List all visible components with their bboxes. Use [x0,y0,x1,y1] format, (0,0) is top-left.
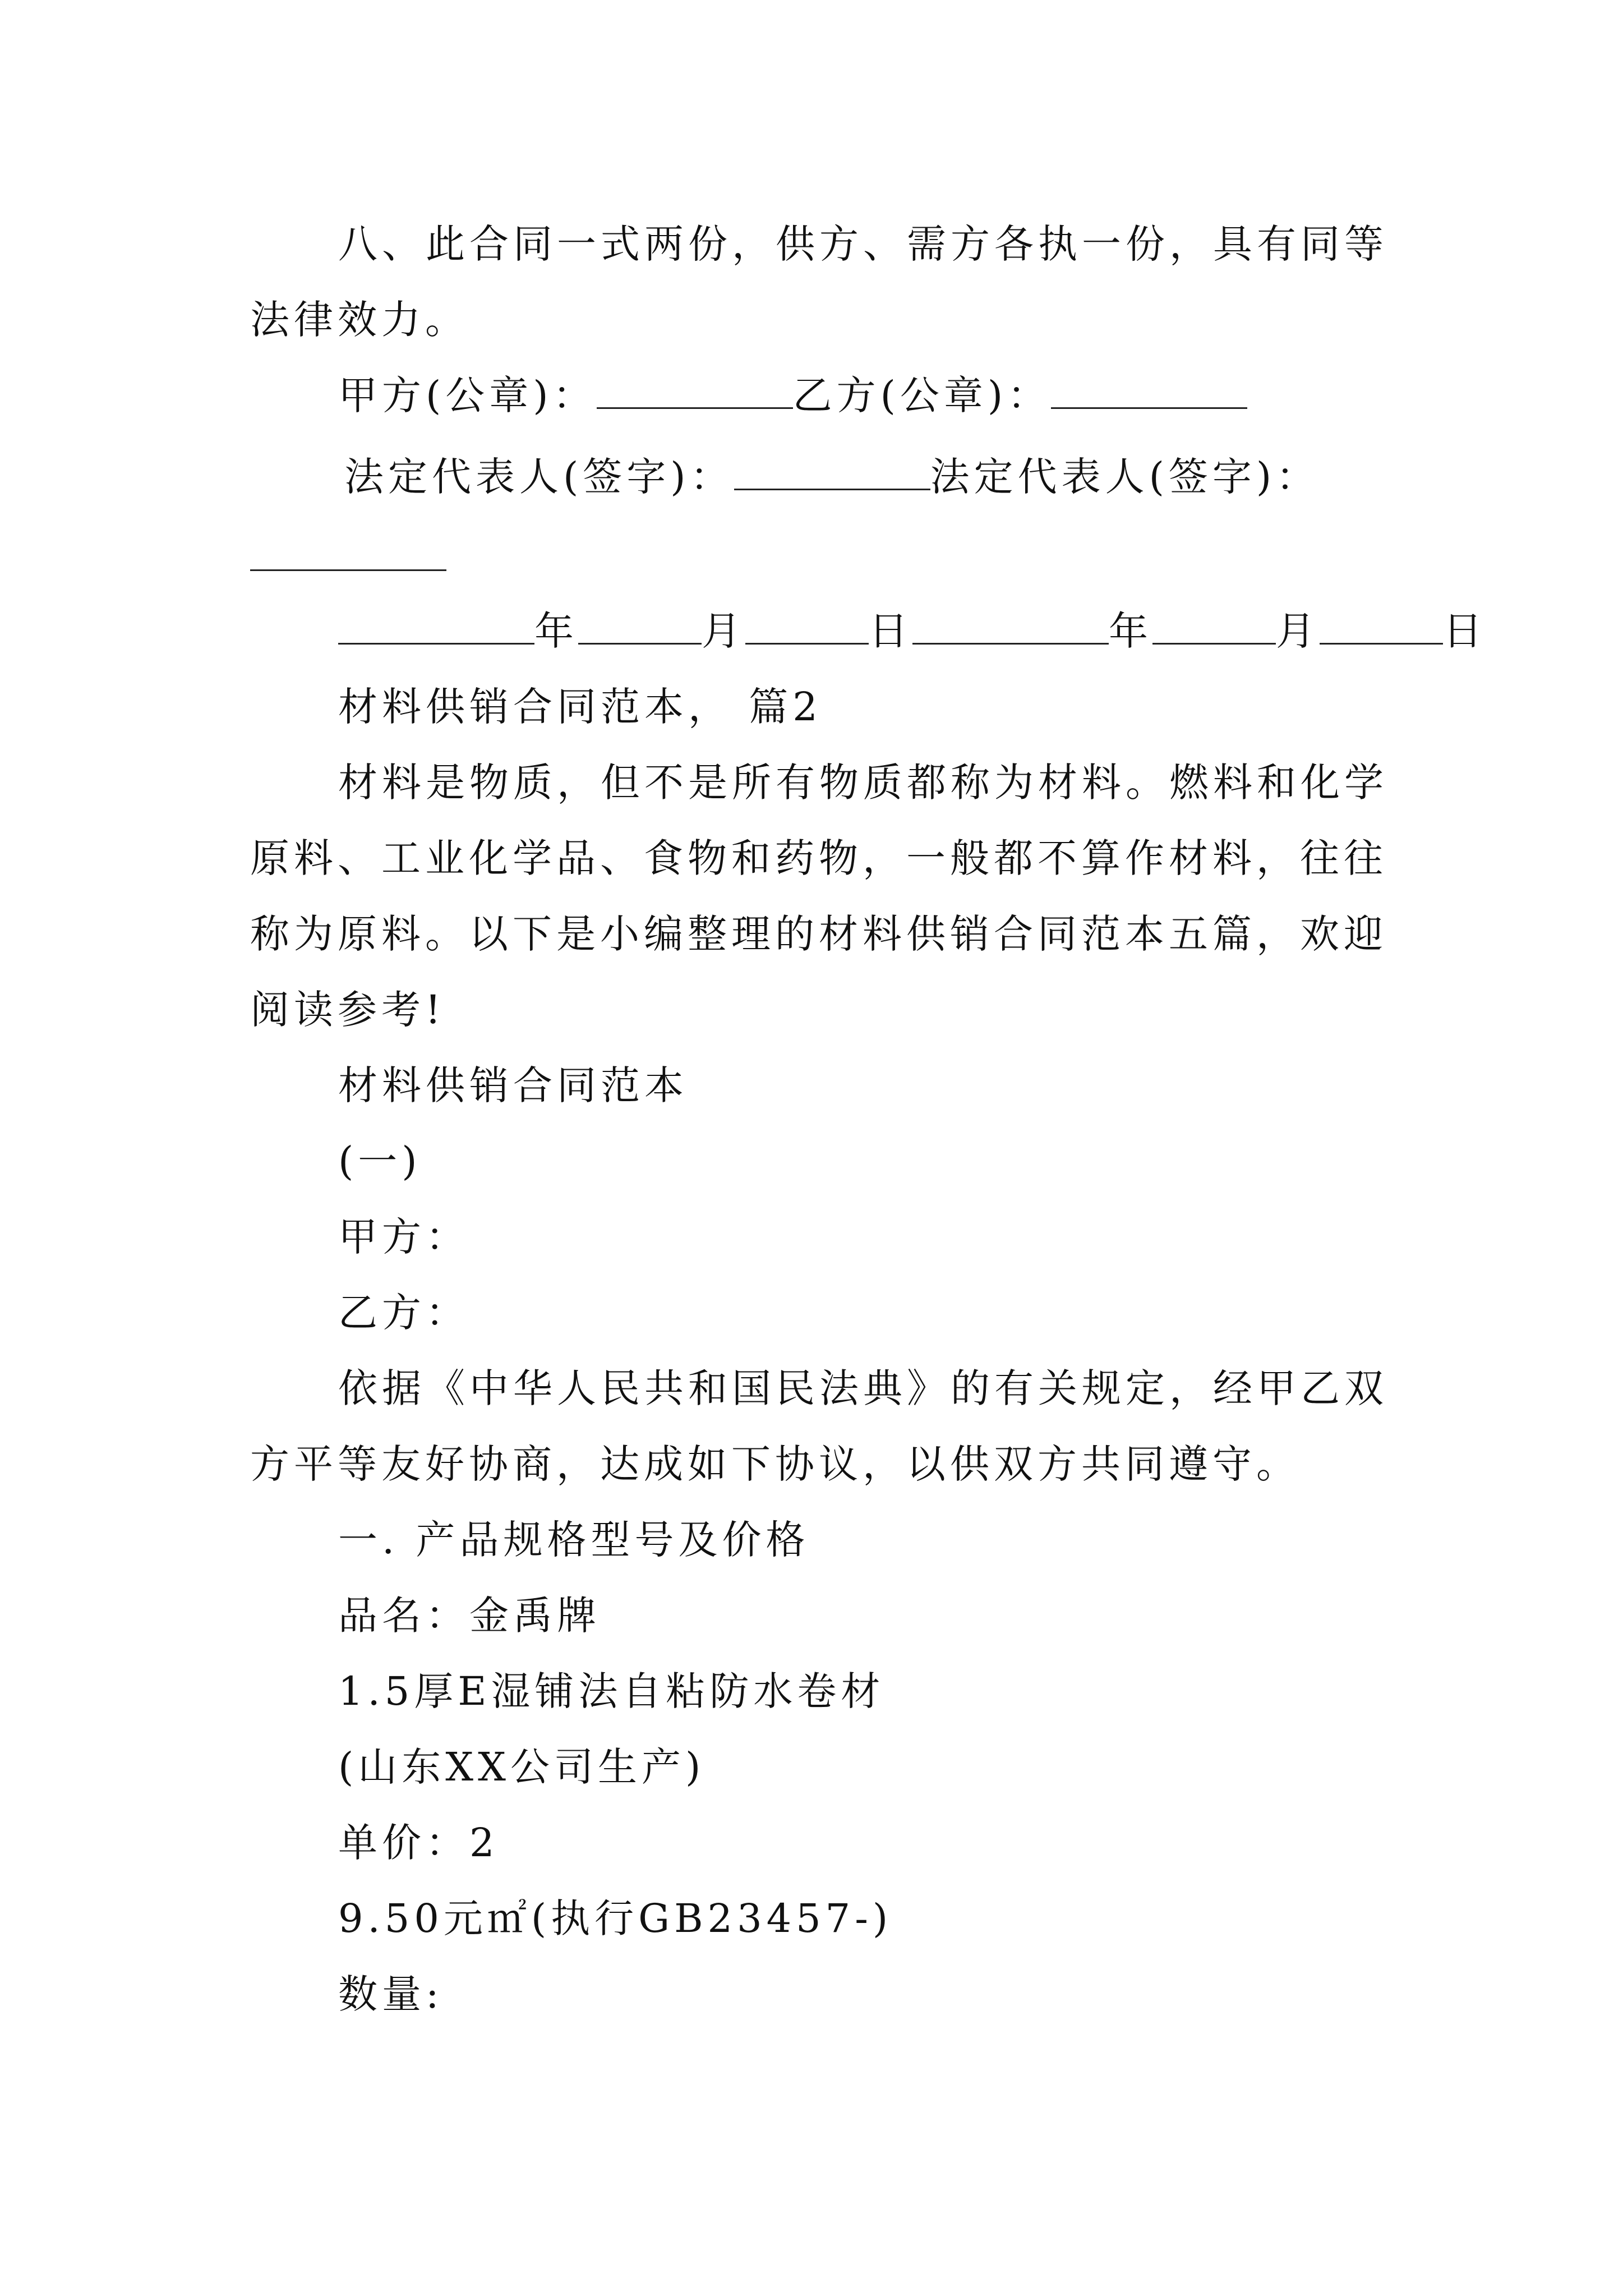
date-b-day-blank [1320,608,1443,645]
rep-a-blank [734,454,930,490]
basis-line-1: 依据《中华人民共和国民法典》的有关规定，经甲乙双 [338,1365,1388,1411]
date-line [338,606,1487,656]
date-b-year-blank [912,608,1109,645]
party-b-seal-blank [1051,372,1247,409]
seal-line [338,370,1247,421]
quantity-label: 数量: [338,1971,444,2017]
product-name: 品名：金禹牌 [338,1593,601,1639]
party-a-label: 甲方： [338,1214,469,1260]
party-b-label: 乙方： [338,1290,469,1336]
intro-line-1: 材料是物质，但不是所有物质都称为材料。燃料和化学 [338,760,1388,806]
rep-b-label: 法定代表人(签字)： [930,454,1320,500]
manufacturer: (山东XX公司生产) [338,1744,706,1790]
clause-8-line-1: 八、此合同一式两份，供方、需方各执一份，具有同等 [338,221,1388,267]
party-a-seal-label: 甲方(公章)： [338,372,597,418]
date-a-day-blank [745,608,869,645]
date-a-day: 日 [869,608,912,654]
intro-line-3: 称为原料。以下是小编整理的材料供销合同范本五篇，欢迎 [250,911,1387,957]
date-b-day: 日 [1443,608,1487,654]
product-spec: 1.5厚E湿铺法自粘防水卷材 [338,1668,885,1714]
clause-8-line-2: 法律效力。 [250,297,469,343]
rep-a-label: 法定代表人(签字)： [344,454,734,500]
intro-line-4: 阅读参考! [250,987,446,1033]
representative-line [344,452,1320,502]
date-b-month: 月 [1276,608,1320,654]
unit-price-value: 9.50元㎡(执行GB23457-) [338,1895,893,1941]
rep-b-blank [250,569,446,571]
party-b-seal-label: 乙方(公章)： [792,372,1052,418]
basis-line-2: 方平等友好协商，达成如下协议，以供双方共同遵守。 [250,1441,1300,1487]
date-a-year: 年 [534,608,578,654]
date-a-month: 月 [702,608,745,654]
contract-subtitle: 材料供销合同范本 [338,1062,688,1108]
intro-line-2: 原料、工业化学品、食物和药物，一般都不算作材料，往往 [250,835,1387,881]
unit-price-label: 单价：2 [338,1820,499,1866]
date-b-year: 年 [1109,608,1152,654]
part-number: (一) [338,1138,422,1184]
party-a-seal-blank [597,372,793,409]
section-2-title: 材料供销合同范本， 篇2 [338,684,822,730]
date-a-month-blank [578,608,702,645]
item-1-heading: 一. 产品规格型号及价格 [338,1517,810,1563]
date-a-year-blank [338,608,534,645]
date-b-month-blank [1152,608,1276,645]
